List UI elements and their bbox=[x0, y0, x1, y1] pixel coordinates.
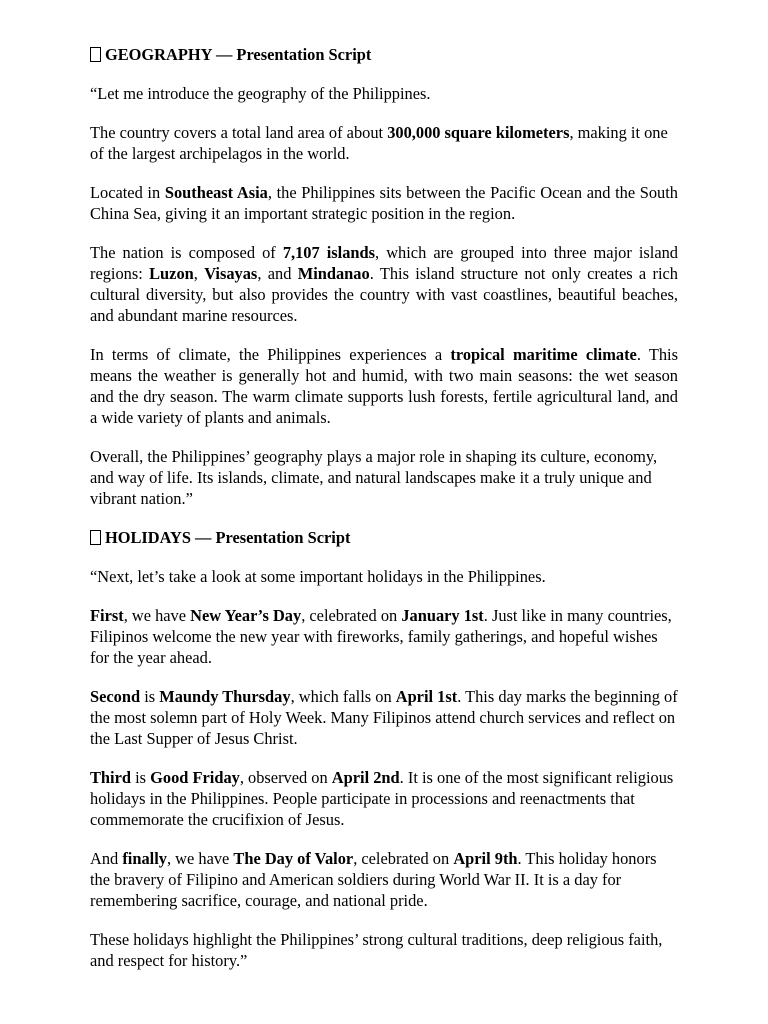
text-run: , which falls on bbox=[290, 687, 396, 706]
bold-run: April 2nd bbox=[331, 768, 400, 787]
bold-run: Third bbox=[90, 768, 131, 787]
text-run: , bbox=[193, 264, 205, 283]
text-run: . This holiday honors the bravery of Filipino and American soldiers during World War II. It is a day for remembering sacrifice, courage, and national pride. bbox=[90, 849, 657, 910]
bold-run: tropical maritime climate bbox=[450, 345, 637, 364]
bold-run: April 1st bbox=[395, 687, 458, 706]
bold-run: Mindanao bbox=[297, 264, 370, 283]
document-page bbox=[90, 44, 678, 989]
text-run: The nation is composed of bbox=[90, 243, 283, 262]
holiday-new-year bbox=[90, 605, 678, 668]
text-run: . This island structure not only creates a rich cultural diversity, but also provides the country with vast coastlines, beautiful beaches, and abundant marine resources. bbox=[90, 264, 678, 325]
text-run: , which are grouped into three major island regions: bbox=[90, 243, 678, 283]
text-run: . It is one of the most significant religious holidays in the Philippines. People participate in processions and reenactments that commemorate the crucifixion of Jesus. bbox=[90, 768, 674, 829]
bold-run: 300,000 square kilometers bbox=[387, 123, 570, 142]
bold-run: Second bbox=[90, 687, 141, 706]
text-run: In terms of climate, the Philippines experiences a bbox=[90, 345, 451, 364]
text-run: , and bbox=[257, 264, 298, 283]
holidays-heading-text: HOLIDAYS — Presentation Script bbox=[105, 528, 351, 547]
geography-conclusion: Overall, the Philippines’ geography plays a major role in shaping its culture, economy, and way of life. Its islands, climate, and natural landscapes make it a truly unique and vibrant nation.” bbox=[90, 447, 658, 508]
missing-glyph-icon bbox=[90, 47, 101, 62]
text-run: , we have bbox=[123, 606, 191, 625]
geography-islands bbox=[90, 242, 678, 326]
text-run: , we have bbox=[166, 849, 234, 868]
bold-run: April 9th bbox=[453, 849, 518, 868]
text-run: , celebrated on bbox=[301, 606, 402, 625]
text-run: And bbox=[90, 849, 123, 868]
bold-run: January 1st bbox=[401, 606, 484, 625]
text-run: , celebrated on bbox=[353, 849, 454, 868]
text-run: . Just like in many countries, Filipinos welcome the new year with fireworks, family gatherings, and hopeful wishes for the year ahead. bbox=[90, 606, 672, 667]
bold-run: Good Friday bbox=[150, 768, 240, 787]
holiday-maundy-thursday bbox=[90, 686, 678, 749]
text-run: The country covers a total land area of about bbox=[90, 123, 388, 142]
geography-intro: “Let me introduce the geography of the Philippines. bbox=[90, 84, 431, 103]
bold-run: Maundy Thursday bbox=[159, 687, 291, 706]
geography-land-area bbox=[90, 122, 678, 164]
holidays-conclusion: These holidays highlight the Philippines’ strong cultural traditions, deep religious faith, and respect for history.” bbox=[90, 930, 663, 970]
text-run: is bbox=[140, 687, 160, 706]
bold-run: First bbox=[90, 606, 124, 625]
geography-location bbox=[90, 182, 678, 224]
geography-heading-text: GEOGRAPHY — Presentation Script bbox=[105, 45, 372, 64]
geography-climate bbox=[90, 344, 678, 428]
bold-run: 7,107 islands bbox=[282, 243, 376, 262]
geography-heading bbox=[90, 44, 678, 65]
text-run: is bbox=[131, 768, 151, 787]
holiday-day-of-valor bbox=[90, 848, 678, 911]
holidays-heading bbox=[90, 527, 678, 548]
bold-run: New Year’s Day bbox=[190, 606, 302, 625]
text-run: , making it one of the largest archipelagos in the world. bbox=[90, 123, 668, 163]
bold-run: Visayas bbox=[204, 264, 258, 283]
text-run: Located in bbox=[90, 183, 165, 202]
holidays-intro: “Next, let’s take a look at some important holidays in the Philippines. bbox=[90, 567, 546, 586]
bold-run: Southeast Asia bbox=[164, 183, 268, 202]
text-run: , the Philippines sits between the Pacific Ocean and the South China Sea, giving it an important strategic position in the region. bbox=[90, 183, 678, 223]
bold-run: finally bbox=[122, 849, 167, 868]
text-run: . This means the weather is generally hot and humid, with two main seasons: the wet season and the dry season. The warm climate supports lush forests, fertile agricultural land, and a wide variety of plants and animals. bbox=[90, 345, 678, 427]
text-run: , observed on bbox=[239, 768, 332, 787]
bold-run: Luzon bbox=[149, 264, 194, 283]
bold-run: The Day of Valor bbox=[233, 849, 354, 868]
holiday-good-friday bbox=[90, 767, 678, 830]
missing-glyph-icon bbox=[90, 530, 101, 545]
text-run: . This day marks the beginning of the most solemn part of Holy Week. Many Filipinos attend church services and reflect on the Last Supper of Jesus Christ. bbox=[90, 687, 678, 748]
